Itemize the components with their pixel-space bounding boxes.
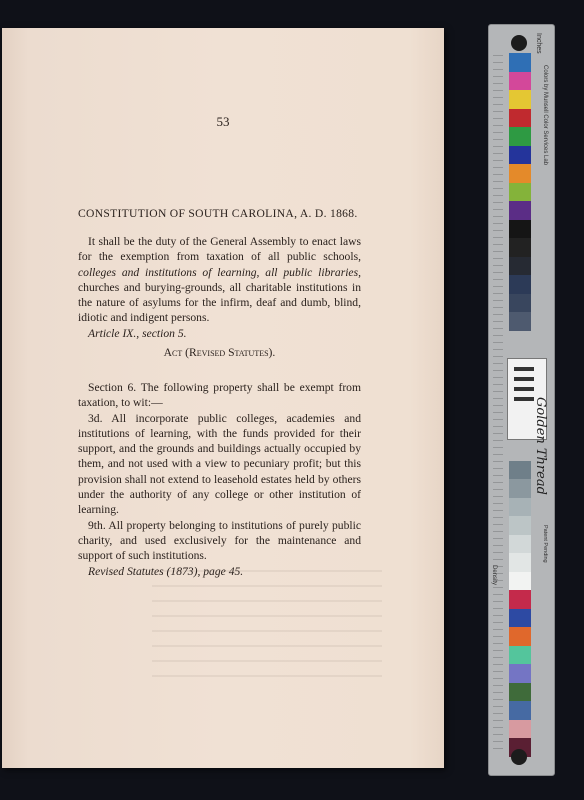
page-number: 53 bbox=[216, 114, 230, 129]
section-heading: CONSTITUTION OF SOUTH CAROLINA, A. D. 1868. bbox=[78, 207, 358, 220]
swatch-top-15 bbox=[509, 312, 531, 331]
swatch-bottom-15 bbox=[509, 720, 531, 739]
swatch-bottom-14 bbox=[509, 701, 531, 720]
swatch-bottom-12 bbox=[509, 664, 531, 683]
swatch-bottom-11 bbox=[509, 646, 531, 665]
citation-statutes: Revised Statutes (1873), page 45. bbox=[88, 564, 244, 578]
density-values-column bbox=[493, 55, 503, 755]
swatch-bottom-10 bbox=[509, 627, 531, 646]
paragraph-italic-text: colleges and institutions of learning, all public libraries, bbox=[78, 265, 361, 279]
swatch-top-13 bbox=[509, 275, 531, 294]
constitution-paragraph bbox=[78, 234, 361, 326]
credits-text: Colors by Munsell Color Services Lab bbox=[542, 65, 548, 166]
swatch-top-5 bbox=[509, 127, 531, 146]
swatch-bottom-4 bbox=[509, 516, 531, 535]
act-heading: Act (Revised Statutes). bbox=[163, 346, 276, 359]
swatch-top-1 bbox=[509, 53, 531, 72]
citation-article: Article IX., section 5. bbox=[88, 326, 187, 340]
swatch-top-10 bbox=[509, 220, 531, 239]
paragraph-text-end: churches and burying-grounds, all charitable institutions in the nature of asylums for the infirm, deaf and dumb, blind, idiotic and indigent persons. bbox=[78, 280, 361, 325]
swatch-bottom-2 bbox=[509, 479, 531, 498]
statute-block bbox=[78, 373, 361, 579]
density-label: Density bbox=[491, 565, 497, 586]
punch-hole-top bbox=[511, 35, 527, 51]
constitution-block bbox=[78, 234, 361, 341]
swatch-bottom-9 bbox=[509, 609, 531, 628]
swatch-bottom-7 bbox=[509, 572, 531, 591]
brand-label: Golden Thread bbox=[533, 397, 548, 495]
swatch-top-14 bbox=[509, 294, 531, 313]
swatch-top-4 bbox=[509, 109, 531, 128]
swatch-bottom-6 bbox=[509, 553, 531, 572]
swatch-top-3 bbox=[509, 90, 531, 109]
section-6-paragraph: Section 6. The following property shall be exempt from taxation, to wit:— bbox=[78, 381, 361, 410]
item-3d-paragraph: 3d. All incorporate public colleges, academies and institutions of learning, with the funds provided for their support, and the grounds and buildings actually occupied by them, and not used with a view to pecuniary profit; but this provision shall not extend to leasehold estates held by others under the authority of any college or other institution of learning. bbox=[78, 411, 361, 517]
item-9th-paragraph: 9th. All property belonging to institutions of purely public charity, and used exclusively for the maintenance and support of such institutions. bbox=[78, 518, 361, 563]
swatch-bottom-3 bbox=[509, 498, 531, 517]
swatch-bottom-1 bbox=[509, 461, 531, 480]
swatch-bottom-13 bbox=[509, 683, 531, 702]
color-calibration-bar bbox=[488, 24, 555, 776]
swatch-top-9 bbox=[509, 201, 531, 220]
paragraph-text: It shall be the duty of the General Assembly to enact laws for the exemption from taxation of all public schools, bbox=[78, 235, 361, 264]
document-page bbox=[2, 28, 444, 768]
punch-hole-bottom bbox=[511, 749, 527, 765]
swatch-top-12 bbox=[509, 257, 531, 276]
patent-text: Patent Pending bbox=[542, 525, 548, 563]
scale-tag: Inches bbox=[535, 33, 542, 54]
swatch-bottom-5 bbox=[509, 535, 531, 554]
bleed-through-text bbox=[152, 570, 382, 680]
swatch-top-6 bbox=[509, 146, 531, 165]
swatch-top-7 bbox=[509, 164, 531, 183]
swatch-top-11 bbox=[509, 238, 531, 257]
swatch-top-8 bbox=[509, 183, 531, 202]
swatch-top-2 bbox=[509, 72, 531, 91]
swatch-bottom-8 bbox=[509, 590, 531, 609]
